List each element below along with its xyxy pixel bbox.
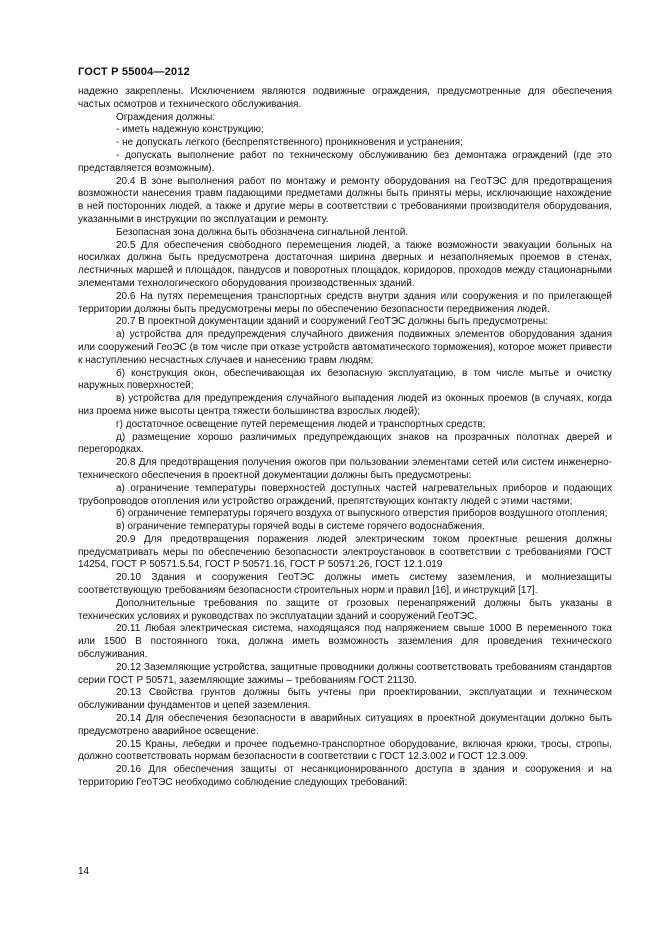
paragraph: 20.7 В проектной документации зданий и сооружений ГеоТЭС должны быть предусмотрены:	[116, 316, 549, 328]
paragraph: 20.15 Краны, лебедки и прочее подъемно-транспортное оборудование, включая крюки, тросы, стропы, должно соответствовать нормам безопасности в соответствии с ГОСТ 12.3.002 и ГОСТ 12.3.009.	[78, 738, 612, 763]
paragraph: 20.16 Для обеспечения защиты от несанкционированного доступа в здания и сооружения и на территорию ГеоТЭС необходимо соблюдение следующих требований:	[78, 764, 612, 789]
paragraph: 20.14 Для обеспечения безопасности в аварийных ситуациях в проектной документации должно быть предусмотрено аварийное освещение.	[78, 713, 612, 737]
paragraph: Дополнительные требования по защите от грозовых перенапряжений должны быть указаны в технических условиях и руководствах по эксплуатации зданий и сооружений ГеоТЭС.	[78, 597, 612, 622]
paragraph: 20.6 На путях перемещения транспортных средств внутри здания или сооружения и по прилегающей территории должны быть предусмотрены меры по обеспечению безопасности передвижения людей.	[78, 290, 612, 315]
paragraph: 20.10 Здания и сооружения ГеоТЭС должны иметь систему заземления, и молниезащиты соответствующую требованиям безопасности строительных норм и правил [16], и инструкций [17].	[78, 572, 612, 597]
paragraph: 20.11 Любая электрическая система, находящаяся под напряжением свыше 1000 В переменного тока или 1500 В постоянного тока, должна иметь возможность заземления для проведения технического обслуживания.	[78, 623, 612, 661]
page-number: 14	[78, 866, 90, 877]
paragraph: 20.13 Свойства грунтов должны быть учтены при проектировании, эксплуатации и техническом обслуживании фундаментов и цепей заземления.	[78, 687, 612, 712]
paragraph: 20.12 Заземляющие устройства, защитные проводники должны соответствовать требованиям стандартов серии ГОСТ Р 50571, заземляющие зажимы – требованиям ГОСТ 21130.	[78, 661, 612, 686]
paragraph: д) размещение хорошо различимых предупреждающих знаков на прозрачных полотнах дверей и перегородках.	[78, 431, 612, 456]
body-text	[78, 86, 612, 790]
paragraph: б) ограничение температуры горячего воздуха от выпускного отверстия приборов воздушного отопления;	[116, 508, 608, 520]
paragraph: Ограждения должны:	[116, 111, 216, 123]
paragraph: 20.9 Для предотвращения поражения людей электрическим током проектные решения должны предусматривать меры по обеспечению безопасности электроустановок в соответствии с требованиями ГОСТ 14254, ГОСТ Р 50571.5.54, ГОСТ Р 50571.16, ГОСТ Р 50571.26, ГОСТ 12.1.019	[78, 533, 612, 571]
paragraph: - иметь надежную конструкцию;	[116, 124, 264, 136]
paragraph: Безопасная зона должна быть обозначена сигнальной лентой.	[116, 226, 409, 238]
paragraph: в) ограничение температуры горячей воды в системе горячего водоснабжения.	[116, 521, 485, 533]
paragraph: г) достаточное освещение путей перемещения людей и транспортных средств;	[116, 418, 486, 430]
paragraph: 20.8 Для предотвращения получения ожогов при пользовании элементами сетей или систем инженерно-технического обеспечения в проектной документации должны быть предусмотрены:	[78, 457, 612, 481]
paragraph: надежно закреплены. Исключением являются подвижные ограждения, предусмотренные для обеспечения частых осмотров и технического обслуживания.	[78, 86, 612, 110]
paragraph: в) устройства для предупреждения случайного выпадения людей из оконных проемов (в случаях, когда низ проема ниже высоты центра тяжести большинства взрослых людей);	[78, 393, 612, 417]
paragraph: 20.5 Для обеспечения свободного перемещения людей, а также возможности эвакуации больных на носилках должна быть предусмотрена достаточная ширина дверных и незаполняемых проемов в стенах, лестничных маршей и площадок, пандусов и поворотных площадок, коридоров, проходов между стационарными элементами технологического оборудования производственных зданий.	[78, 239, 612, 289]
document-header: ГОСТ Р 55004—2012	[78, 66, 190, 78]
paragraph: б) конструкция окон, обеспечивающая их безопасную эксплуатацию, в том числе мытье и очистку наружных поверхностей;	[78, 367, 612, 392]
paragraph: а) устройства для предупреждения случайного движения подвижных элементов оборудования здания или сооружений ГеоЭС (в том числе при отказе устройств автоматического торможения), которое может привести к наступлению несчастных случаев и нанесению травм людям;	[78, 329, 612, 366]
paragraph: - не допускать легкого (беспрепятственного) проникновения и устранения;	[116, 137, 463, 149]
paragraph: 20.4 В зоне выполнения работ по монтажу и ремонту оборудования на ГеоТЭС для предотвращения возможности нанесения травм падающими предметами должны быть приняты меры, исключающие нахождение в ней посторонних людей, а также и другие меры в соответствии с требованиями производителя оборудования, указанными в инструкции по эксплуатации и ремонту.	[78, 175, 612, 225]
paragraph: - допускать выполнение работ по техническому обслуживанию без демонтажа ограждений (где это представляется возможным).	[78, 149, 612, 174]
paragraph: а) ограничение температуры поверхностей доступных частей нагревательных приборов и подающих трубопроводов отопления или устройство ограждений, препятствующих контакту людей с этими частями;	[78, 482, 612, 507]
